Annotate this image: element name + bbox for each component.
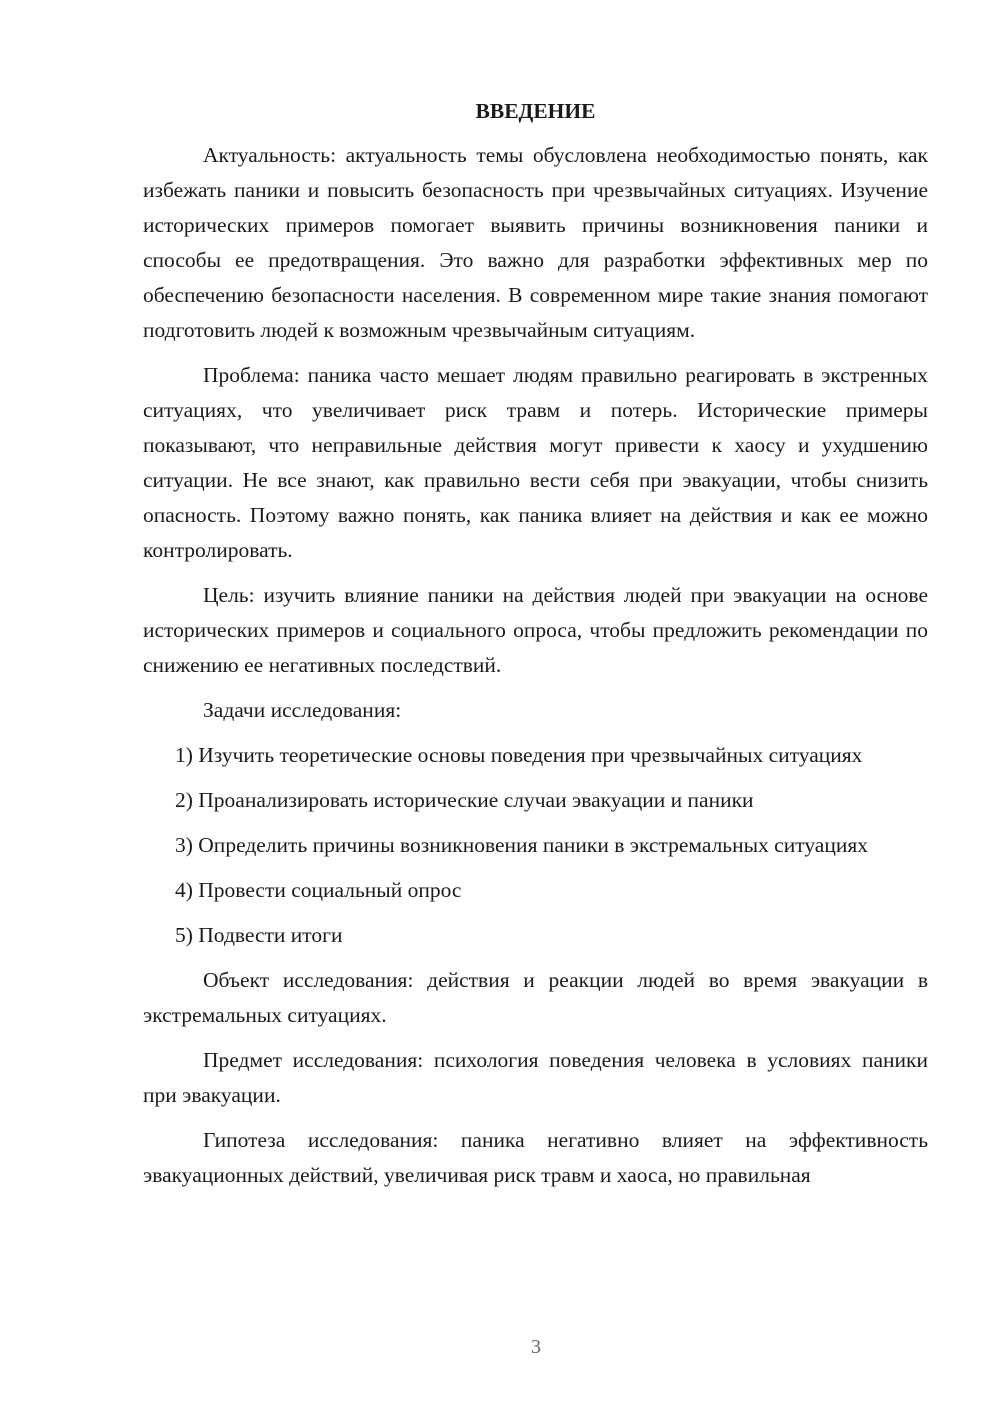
- task-item: 2) Проанализировать исторические случаи эвакуации и паники: [175, 788, 754, 812]
- hypothesis-paragraph: Гипотеза исследования: паника негативно влияет на эффективность эвакуационных действий, увеличивая риск травм и хаоса, но правильная: [143, 1128, 928, 1187]
- goal-paragraph: Цель: изучить влияние паники на действия людей при эвакуации на основе исторических примеров и социального опроса, чтобы предложить рекомендации по снижению ее негативных последствий.: [143, 583, 928, 677]
- subject-paragraph: Предмет исследования: психология поведения человека в условиях паники при эвакуации.: [143, 1048, 928, 1107]
- relevance-paragraph: Актуальность: актуальность темы обусловлена необходимостью понять, как избежать паники и повысить безопасность при чрезвычайных ситуациях. Изучение исторических примеров помогает выявить причины возникновения паники и способы ее предотвращения. Это важно для разработки эффективных мер по обеспечению безопасности населения. В современном мире такие знания помогают подготовить людей к возможным чрезвычайным ситуациям.: [143, 143, 928, 342]
- task-item: 4) Провести социальный опрос: [175, 878, 462, 902]
- task-item: 3) Определить причины возникновения паники в экстремальных ситуациях: [175, 833, 868, 857]
- section-heading: ВВЕДЕНИЕ: [475, 99, 596, 123]
- task-item: 1) Изучить теоретические основы поведения при чрезвычайных ситуациях: [175, 743, 863, 767]
- problem-paragraph: Проблема: паника часто мешает людям правильно реагировать в экстренных ситуациях, что увеличивает риск травм и потерь. Исторические примеры показывают, что неправильные действия могут привести к хаосу и ухудшению ситуации. Не все знают, как правильно вести себя при эвакуации, чтобы снизить опасность. Поэтому важно понять, как паника влияет на действия и как ее можно контролировать.: [143, 363, 928, 562]
- document-page: [143, 96, 928, 1203]
- task-item: 5) Подвести итоги: [175, 923, 343, 947]
- tasks-label: Задачи исследования:: [203, 698, 402, 722]
- object-paragraph: Объект исследования: действия и реакции людей во время эвакуации в экстремальных ситуациях.: [143, 968, 928, 1027]
- page-number: 3: [531, 1336, 541, 1358]
